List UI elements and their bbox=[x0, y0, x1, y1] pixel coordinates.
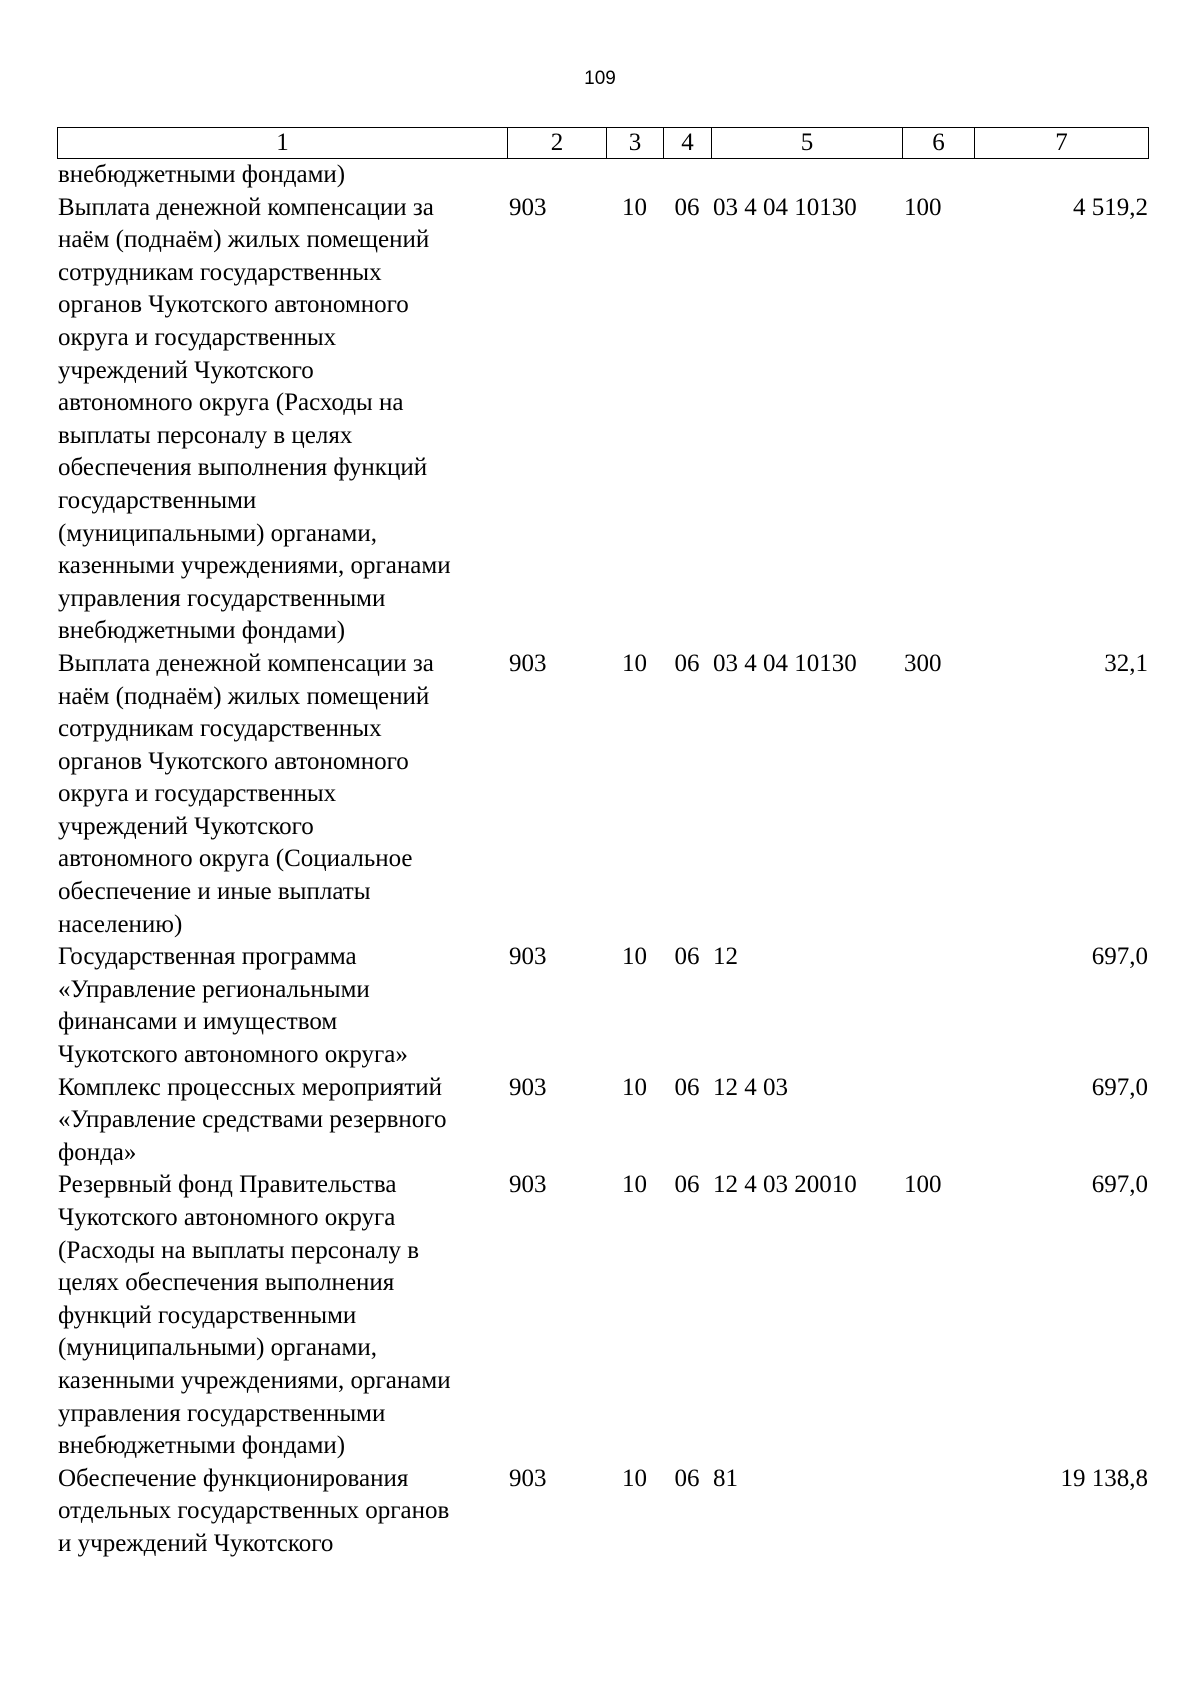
column-header: 6 bbox=[902, 128, 974, 158]
cell-target-article: 81 bbox=[713, 1464, 738, 1492]
cell-expense-type: 300 bbox=[904, 649, 942, 677]
cell-target-article: 12 4 03 bbox=[713, 1073, 788, 1101]
row-description: Обеспечение функционирования отдельных государственных органов и учреждений Чукотского bbox=[58, 1464, 450, 1557]
cell-amount: 19 138,8 bbox=[1060, 1464, 1148, 1492]
cell-expense-type bbox=[902, 159, 974, 192]
cell-expense-type: 100 bbox=[904, 193, 942, 221]
row-description: Выплата денежной компенсации за наём (поднаём) жилых помещений сотрудникам государственных органов Чукотского автономного округа и государственных учреждений Чукотского автономного округа (Расходы на выплаты персоналу в целях обеспечения выполнения функций государственными (муниципальными) органами, казенными учреждениями, органами управления государственными внебюджетными фондами) bbox=[58, 193, 451, 645]
cell-expense-type bbox=[902, 941, 974, 1071]
cell-section: 10 bbox=[622, 1073, 647, 1101]
table-row bbox=[57, 159, 1149, 192]
cell-section: 10 bbox=[622, 649, 647, 677]
row-description: Государственная программа «Управление региональными финансами и имуществом Чукотского автономного округа» bbox=[58, 943, 408, 1069]
cell-section: 10 bbox=[622, 943, 647, 971]
cell-amount: 697,0 bbox=[1091, 1171, 1148, 1199]
cell-subsection: 06 bbox=[674, 193, 700, 221]
cell-ministry: 903 bbox=[509, 649, 547, 677]
column-header: 1 bbox=[276, 129, 289, 156]
cell-section: 10 bbox=[622, 1171, 647, 1199]
cell-section: 10 bbox=[622, 1464, 647, 1492]
cell-subsection: 06 bbox=[674, 649, 700, 677]
cell-subsection: 06 bbox=[674, 1171, 700, 1199]
row-description: Комплекс процессных мероприятий «Управление средствами резервного фонда» bbox=[58, 1073, 447, 1166]
cell-section: 10 bbox=[622, 193, 647, 221]
cell-ministry: 903 bbox=[509, 1171, 547, 1199]
column-header: 7 bbox=[974, 128, 1148, 158]
cell-target-article: 12 4 03 20010 bbox=[713, 1171, 857, 1199]
cell-target-article: 03 4 04 10130 bbox=[713, 193, 857, 221]
cell-expense-type: 100 bbox=[904, 1171, 942, 1199]
cell-section bbox=[606, 159, 663, 192]
table-row bbox=[57, 941, 1149, 1071]
table-row bbox=[57, 1072, 1149, 1170]
cell-subsection: 06 bbox=[674, 1464, 700, 1492]
cell-ministry: 903 bbox=[509, 1073, 547, 1101]
cell-subsection: 06 bbox=[674, 943, 700, 971]
cell-target-article bbox=[711, 159, 902, 192]
table-header bbox=[57, 127, 1149, 159]
table-row bbox=[57, 1463, 1149, 1561]
cell-amount: 4 519,2 bbox=[1073, 193, 1148, 221]
cell-target-article: 03 4 04 10130 bbox=[713, 649, 857, 677]
table-row bbox=[57, 648, 1149, 941]
column-header: 5 bbox=[711, 128, 902, 158]
row-description: Резервный фонд Правительства Чукотского автономного округа (Расходы на выплаты персоналу в целях обеспечения выполнения функций государственными (муниципальными) органами, казенными учреждениями, органами управления государственными внебюджетными фондами) bbox=[58, 1171, 451, 1460]
cell-ministry bbox=[507, 159, 606, 192]
cell-expense-type bbox=[902, 1072, 974, 1170]
row-description: внебюджетными фондами) bbox=[58, 161, 346, 188]
cell-amount: 697,0 bbox=[1091, 1073, 1148, 1101]
column-header: 4 bbox=[663, 128, 711, 158]
cell-amount: 32,1 bbox=[1104, 649, 1148, 677]
column-header: 2 bbox=[507, 128, 606, 158]
page-number: 109 bbox=[584, 68, 616, 89]
row-description: Выплата денежной компенсации за наём (поднаём) жилых помещений сотрудникам государственных органов Чукотского автономного округа и государственных учреждений Чукотского автономного округа (Социальное обеспечение и иные выплаты населению) bbox=[58, 649, 434, 938]
cell-subsection bbox=[663, 159, 711, 192]
cell-amount bbox=[974, 159, 1149, 192]
cell-amount: 697,0 bbox=[1091, 943, 1148, 971]
table-row bbox=[57, 1169, 1149, 1462]
table-row bbox=[57, 192, 1149, 648]
cell-ministry: 903 bbox=[509, 943, 547, 971]
cell-subsection: 06 bbox=[674, 1073, 700, 1101]
cell-target-article: 12 bbox=[713, 943, 738, 971]
column-header: 3 bbox=[606, 128, 663, 158]
cell-expense-type bbox=[902, 1463, 974, 1561]
budget-table bbox=[57, 127, 1149, 1561]
cell-ministry: 903 bbox=[509, 1464, 547, 1492]
cell-ministry: 903 bbox=[509, 193, 547, 221]
